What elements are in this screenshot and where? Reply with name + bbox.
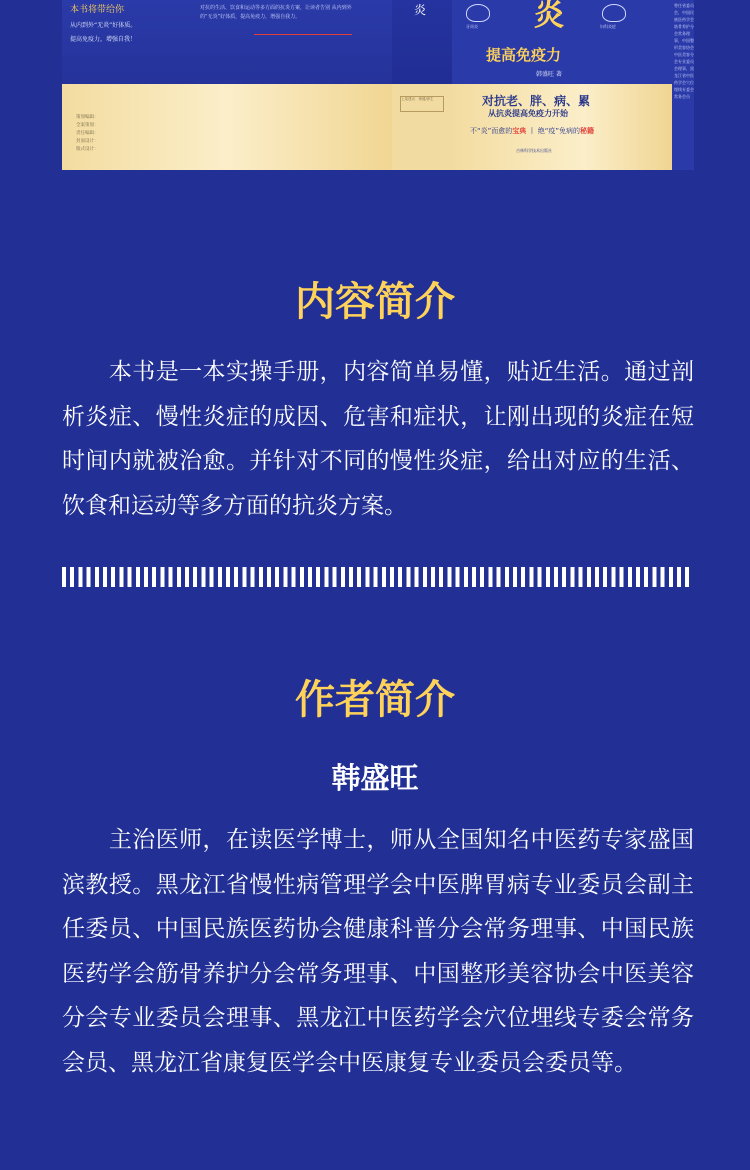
cover-author: 韩盛旺 著 xyxy=(536,71,562,78)
author-name: 韩盛旺 xyxy=(331,761,419,795)
cover-slogan xyxy=(470,126,594,136)
author-bio: 主治医师，在读医学博士，师从全国知名中医药专家盛国滨教授。黑龙江省慢性病管理学会中医脾胃病专业委员会副主任委员、中国民族医药协会健康科普分会常务理事、中国民族医药学会筋骨养护分会常务理事、中国整形美容协会中医美容分会专业委员会理事、黑龙江中医药学会穴位埋线专委会常务会员、黑龙江省康复医学会中医康复专业委员会委员等。 xyxy=(62,827,694,1076)
divider xyxy=(254,34,352,35)
flap-text: 曾任省委员会，中国民族医药学会筋骨养护分会常务理事，中国整形美容协会中医美容分会专业委员会理事，黑龙江省中医药学会穴位埋线专委会常务会员 xyxy=(674,3,694,99)
cover-tagline: 对抗老、胖、病、累 xyxy=(482,94,591,108)
stripe-divider xyxy=(62,567,690,587)
book-front-cover xyxy=(452,0,694,170)
spine-label: 上架建议：保健/养生 xyxy=(400,96,444,112)
slogan-part: 丨 绝“疫”免病的 xyxy=(528,127,580,135)
book-spine xyxy=(392,0,452,170)
credit-item: 版式设计： xyxy=(76,147,99,152)
cover-flap xyxy=(672,0,694,170)
author-section-title: 作者简介 xyxy=(295,676,455,723)
slogan-highlight: 宝典 xyxy=(512,127,527,135)
cover-band xyxy=(62,84,392,170)
book-cover-image xyxy=(62,0,694,170)
cover-subtitle: 提高免疫力 xyxy=(486,46,562,64)
back-cover-text: 对抗的生活、饮食和运动等多方面的抗炎方案，让读者告别 从内到外的“无炎”好体质，提高免疫力，增强自我力。 xyxy=(200,5,352,20)
credit-item: 策划编辑： xyxy=(76,115,99,120)
book-back-cover xyxy=(62,0,392,170)
credit-item: 封面设计： xyxy=(76,139,99,144)
slogan-highlight: 秘籍 xyxy=(579,127,594,135)
spine-title: 炎 xyxy=(414,3,427,17)
back-cover-line: 提高免疫力，增强自我！ xyxy=(70,36,137,43)
tooth-icon xyxy=(466,4,490,22)
credit-item: 责任编辑： xyxy=(76,131,99,136)
cover-tagline-sub: 从抗炎提高免疫力开始 xyxy=(488,109,568,118)
uterus-icon xyxy=(602,4,626,22)
cover-big-title: 炎 xyxy=(534,0,564,33)
credit-item: 全案策划： xyxy=(76,123,99,128)
back-cover-line: 从内到外“无炎”好体质。 xyxy=(70,22,137,29)
credits-list xyxy=(76,114,99,154)
publisher-name: 吉林科学技术出版社 xyxy=(516,148,552,153)
icon-label: 牙周炎 xyxy=(466,24,478,29)
icon-label: 妇科炎症 xyxy=(600,24,616,29)
intro-title: 内容简介 xyxy=(295,278,455,325)
back-cover-heading: 本书将带给你 xyxy=(70,5,125,15)
intro-text: 本书是一本实操手册，内容简单易懂，贴近生活。通过剖析炎症、慢性炎症的成因、危害和症状，让刚出现的炎症在短时间内就被治愈。并针对不同的慢性炎症，给出对应的生活、饮食和运动等多方面的抗炎方案。 xyxy=(62,359,694,519)
slogan-part: 不“炎”而愈的 xyxy=(470,127,513,135)
